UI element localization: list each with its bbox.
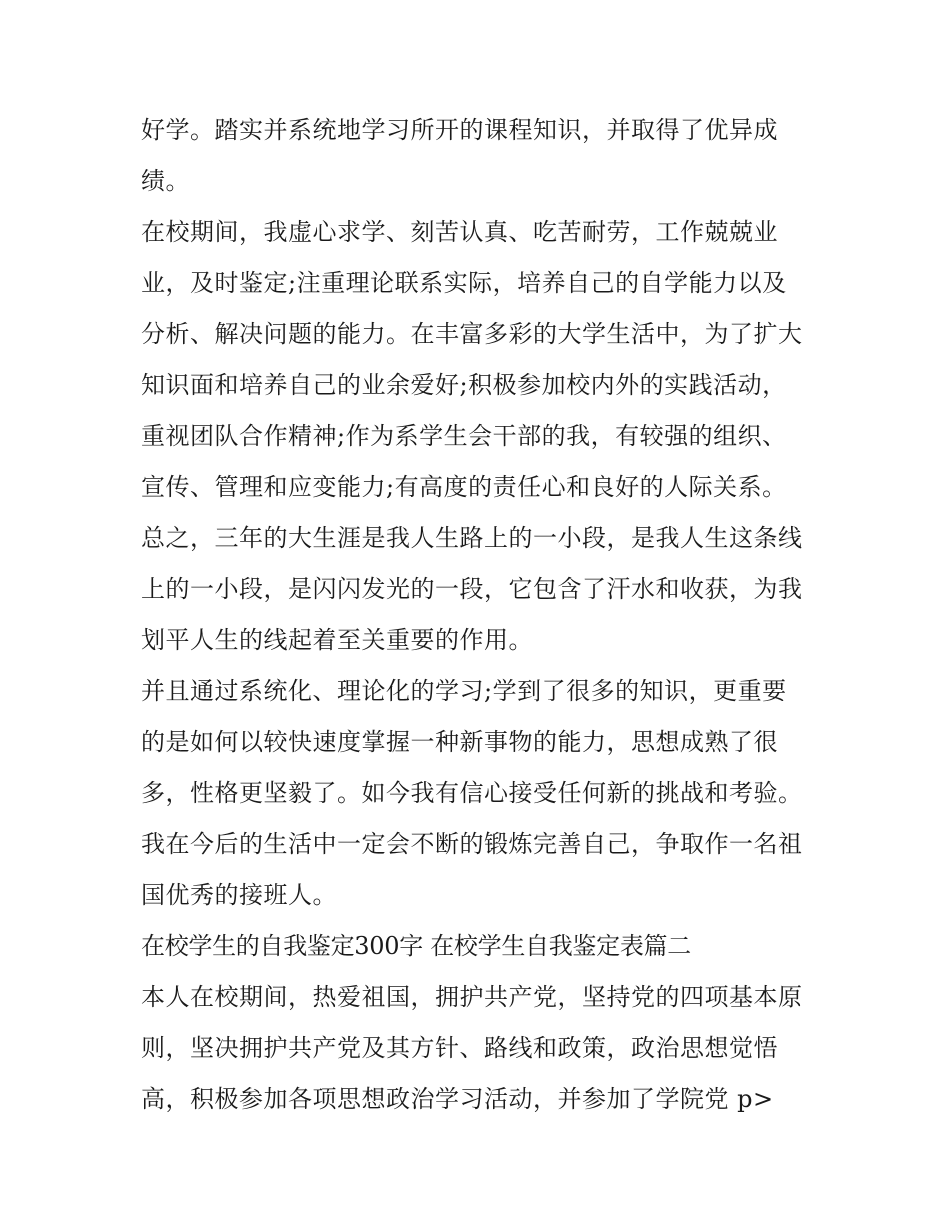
text-line: 我在今后的生活中一定会不断的锻炼完善自己，争取作一名祖 <box>141 830 803 858</box>
document-body <box>141 105 821 1125</box>
text-line: 多，性格更坚毅了。如今我有信心接受任何新的挑战和考验。 <box>141 779 803 807</box>
text-line: 分析、解决问题的能力。在丰富多彩的大学生活中，为了扩大 <box>141 320 803 348</box>
text-line: 的是如何以较快速度掌握一种新事物的能力，思想成熟了很 <box>141 728 778 756</box>
text-line: 上的一小段，是闪闪发光的一段，它包含了汗水和收获，为我 <box>141 575 803 603</box>
text-line: 绩。 <box>141 167 190 195</box>
text-line: 高，积极参加各项思想政治学习活动，并参加了学院党 p> <box>141 1085 774 1113</box>
text-line: 划平人生的线起着至关重要的作用。 <box>141 626 533 654</box>
text-line: 总之，三年的大生涯是我人生路上的一小段，是我人生这条线 <box>141 524 803 552</box>
text-line: 好学。踏实并系统地学习所开的课程知识，并取得了优异成 <box>141 116 778 144</box>
text-line: 业，及时鉴定;注重理论联系实际，培养自己的自学能力以及 <box>141 269 787 297</box>
text-line: 本人在校期间，热爱祖国，拥护共产党，坚持党的四项基本原 <box>141 983 803 1011</box>
text-line: 重视团队合作精神;作为系学生会干部的我，有较强的组织、 <box>141 422 787 450</box>
text-line: 则，坚决拥护共产党及其方针、路线和政策，政治思想觉悟 <box>141 1034 778 1062</box>
text-line: 知识面和培养自己的业余爱好;积极参加校内外的实践活动， <box>141 371 787 399</box>
text-line: 国优秀的接班人。 <box>141 881 337 909</box>
section-heading: 在校学生的自我鉴定300字 在校学生自我鉴定表篇二 <box>141 932 691 960</box>
text-line: 并且通过系统化、理论化的学习;学到了很多的知识，更重要 <box>141 677 787 705</box>
text-line: 在校期间，我虚心求学、刻苦认真、吃苦耐劳，工作兢兢业 <box>141 218 778 246</box>
text-line: 宣传、管理和应变能力;有高度的责任心和良好的人际关系。 <box>141 473 787 501</box>
